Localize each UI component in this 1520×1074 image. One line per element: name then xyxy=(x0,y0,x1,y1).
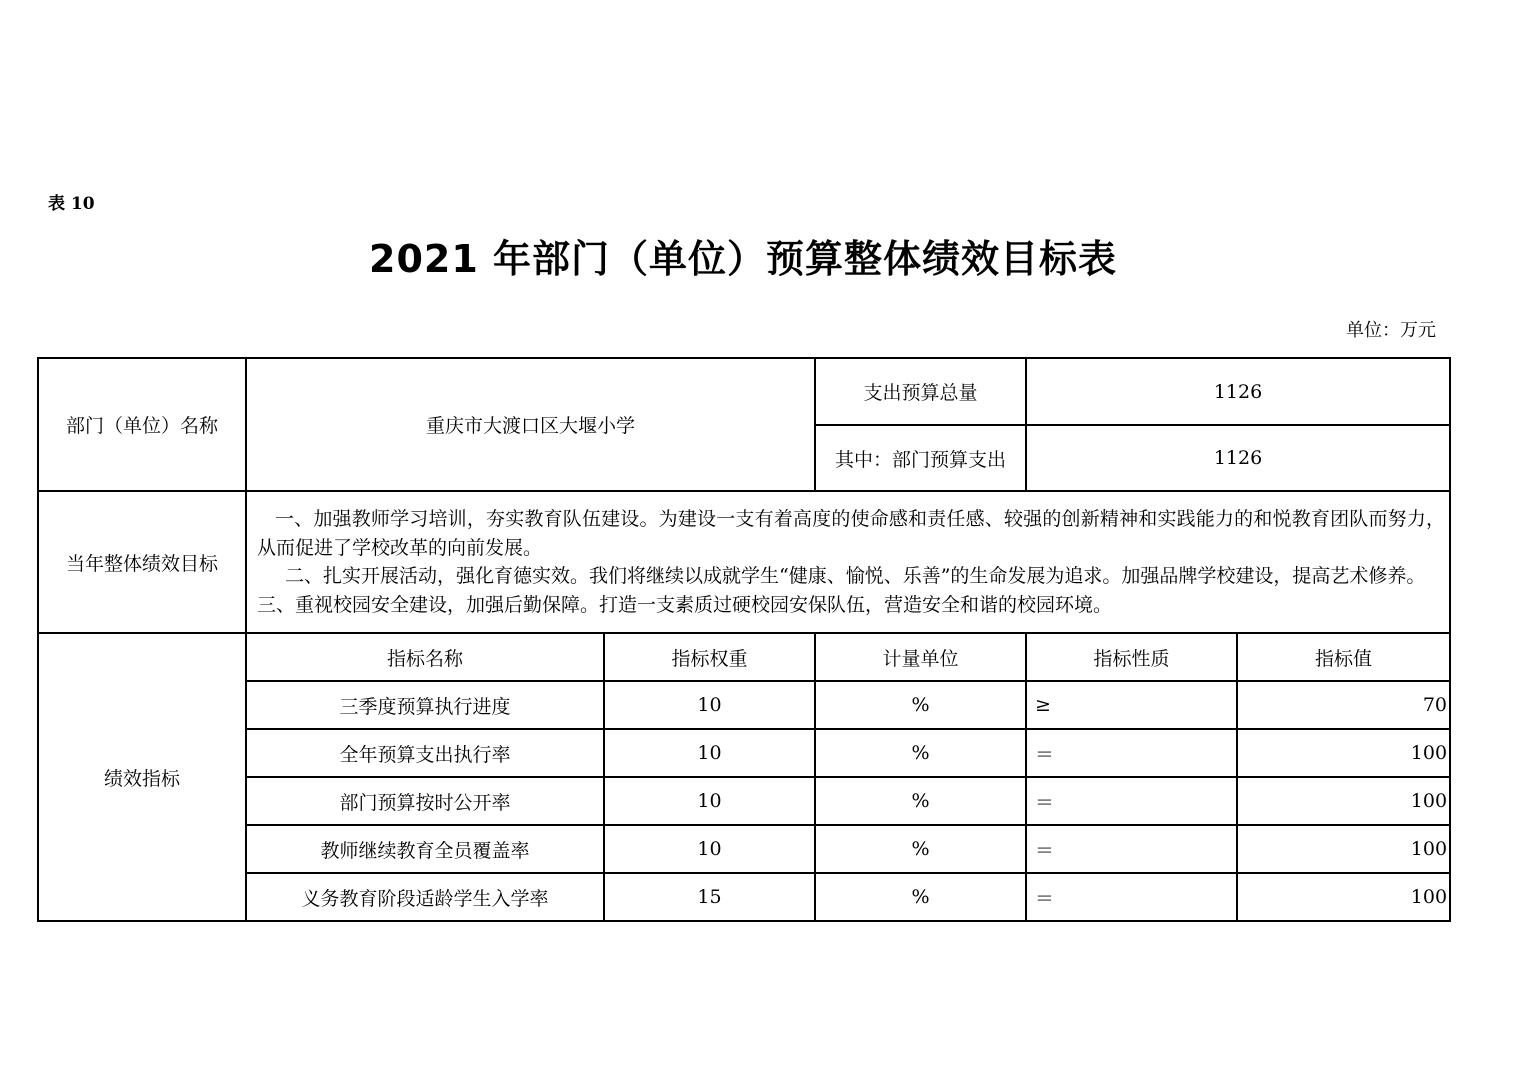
dept-name-value: 重庆市大渡口区大堰小学 xyxy=(246,358,815,491)
indicator-value: 100 xyxy=(1237,729,1450,777)
indicator-name: 教师继续教育全员覆盖率 xyxy=(246,825,604,873)
indicator-weight: 10 xyxy=(604,825,815,873)
indicator-weight: 10 xyxy=(604,729,815,777)
indicators-label: 绩效指标 xyxy=(38,633,246,921)
indicator-unit: % xyxy=(815,873,1026,921)
indicator-value: 70 xyxy=(1237,681,1450,729)
indicator-name: 义务教育阶段适龄学生入学率 xyxy=(246,873,604,921)
indicator-value: 100 xyxy=(1237,777,1450,825)
indicator-name: 部门预算按时公开率 xyxy=(246,777,604,825)
header-indicator-name: 指标名称 xyxy=(246,633,604,681)
header-indicator-value: 指标值 xyxy=(1237,633,1450,681)
indicator-name: 三季度预算执行进度 xyxy=(246,681,604,729)
dept-budget-label: 其中：部门预算支出 xyxy=(815,425,1026,491)
annual-goal-label: 当年整体绩效目标 xyxy=(38,491,246,633)
dept-name-label: 部门（单位）名称 xyxy=(38,358,246,491)
goal-line-1: 一、加强教师学习培训，夯实教育队伍建设。为建设一支有着高度的使命感和责任感、较强的创新精神和实践能力的和悦教育团队而努力，从而促进了学校改革的向前发展。 xyxy=(257,508,1446,559)
header-measure-unit: 计量单位 xyxy=(815,633,1026,681)
table-number: 表 10 xyxy=(48,194,95,214)
goal-line-2: 二、扎实开展活动，强化育德实效。我们将继续以成就学生“健康、愉悦、乐善”的生命发展为追求。加强品牌学校建设，提高艺术修养。 xyxy=(285,565,1426,587)
unit-label: 单位：万元 xyxy=(1346,320,1436,341)
annual-goal-text xyxy=(246,491,1450,633)
goal-line-3: 三、重视校园安全建设，加强后勤保障。打造一支素质过硬校园安保队伍，营造安全和谐的校园环境。 xyxy=(257,593,1113,616)
indicator-unit: % xyxy=(815,777,1026,825)
indicator-nature: ＝ xyxy=(1026,825,1237,873)
indicator-nature: ≥ xyxy=(1026,681,1237,729)
dept-budget-value: 1126 xyxy=(1026,425,1450,491)
table-row xyxy=(38,873,1450,921)
total-budget-label: 支出预算总量 xyxy=(815,358,1026,425)
indicator-nature: ＝ xyxy=(1026,729,1237,777)
table-row xyxy=(38,825,1450,873)
indicator-value: 100 xyxy=(1237,873,1450,921)
total-budget-value: 1126 xyxy=(1026,358,1450,425)
indicator-nature: ＝ xyxy=(1026,777,1237,825)
indicator-weight: 10 xyxy=(604,777,815,825)
indicator-name: 全年预算支出执行率 xyxy=(246,729,604,777)
table-row xyxy=(38,777,1450,825)
indicator-weight: 10 xyxy=(604,681,815,729)
performance-target-table xyxy=(37,357,1451,922)
table-row xyxy=(38,729,1450,777)
page-title: 2021 年部门（单位）预算整体绩效目标表 xyxy=(369,237,1117,281)
header-indicator-nature: 指标性质 xyxy=(1026,633,1237,681)
table-row xyxy=(38,681,1450,729)
indicator-unit: % xyxy=(815,825,1026,873)
indicator-nature: ＝ xyxy=(1026,873,1237,921)
header-indicator-weight: 指标权重 xyxy=(604,633,815,681)
indicator-value: 100 xyxy=(1237,825,1450,873)
indicator-weight: 15 xyxy=(604,873,815,921)
indicator-unit: % xyxy=(815,681,1026,729)
indicator-unit: % xyxy=(815,729,1026,777)
